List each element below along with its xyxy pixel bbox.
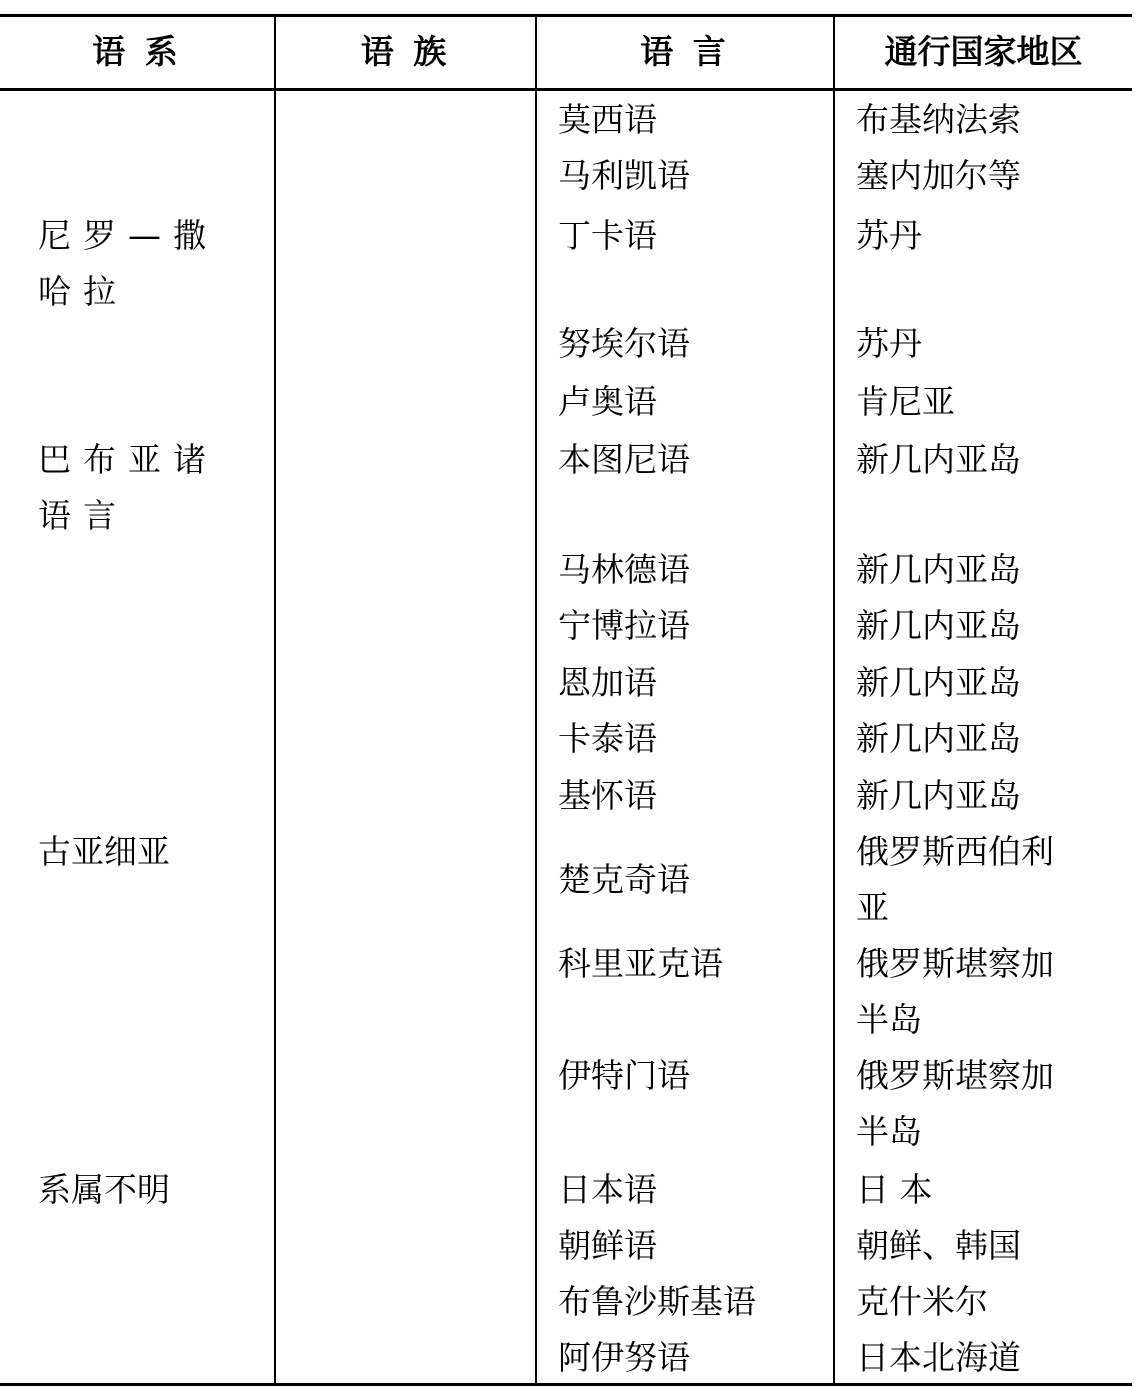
language-cell: 恩加语	[558, 663, 657, 702]
language-cell: 朝鲜语	[558, 1226, 657, 1265]
language-cell: 努埃尔语	[558, 324, 690, 363]
family-papuan: 巴布亚诸语言	[38, 440, 218, 535]
region-cell: 新几内亚岛	[856, 440, 1021, 479]
region-cell: 俄罗斯西伯利亚	[856, 832, 1054, 927]
region-cell: 日 本	[856, 1170, 933, 1209]
language-cell: 马利凯语	[558, 156, 690, 195]
region-cell: 苏丹	[856, 324, 922, 363]
family-paleo-siberian: 古亚细亚	[38, 832, 170, 871]
region-cell: 俄罗斯堪察加半岛	[856, 1056, 1054, 1151]
family-isolates: 系属不明	[38, 1170, 170, 1209]
region-cell: 布基纳法索	[856, 100, 1021, 139]
region-cell: 苏丹	[856, 216, 922, 255]
region-cell: 朝鲜、韩国	[856, 1226, 1021, 1265]
region-cell: 克什米尔	[856, 1282, 988, 1321]
header-language: 语 言	[640, 32, 730, 71]
language-cell: 卡泰语	[558, 719, 657, 758]
region-cell: 肯尼亚	[856, 382, 955, 421]
language-cell: 本图尼语	[558, 440, 690, 479]
language-cell: 卢奥语	[558, 382, 657, 421]
language-cell: 莫西语	[558, 100, 657, 139]
region-cell: 俄罗斯堪察加半岛	[856, 944, 1054, 1039]
language-cell: 宁博拉语	[558, 606, 690, 645]
region-cell: 新几内亚岛	[856, 550, 1021, 589]
language-cell: 马林德语	[558, 550, 690, 589]
region-cell: 新几内亚岛	[856, 606, 1021, 645]
header-region: 通行国家地区	[884, 32, 1083, 71]
language-cell: 丁卡语	[558, 216, 657, 255]
language-cell: 布鲁沙斯基语	[558, 1282, 756, 1321]
language-cell: 基怀语	[558, 776, 657, 815]
language-cell: 伊特门语	[558, 1056, 690, 1095]
column-divider-2	[535, 14, 537, 1386]
language-cell: 日本语	[558, 1170, 657, 1209]
language-cell: 阿伊努语	[558, 1338, 690, 1377]
region-cell: 新几内亚岛	[856, 719, 1021, 758]
header-bottom-rule	[0, 88, 1132, 91]
column-divider-1	[274, 14, 276, 1386]
region-cell: 新几内亚岛	[856, 663, 1021, 702]
table-top-rule	[0, 14, 1132, 17]
language-cell: 楚克奇语	[558, 860, 690, 899]
region-cell: 塞内加尔等	[856, 156, 1021, 195]
header-family: 语 系	[92, 32, 182, 71]
header-branch: 语 族	[360, 32, 451, 71]
family-nilo-saharan: 尼罗—撒哈拉	[38, 216, 218, 311]
region-cell: 新几内亚岛	[856, 776, 1021, 815]
language-cell: 科里亚克语	[558, 944, 723, 983]
region-cell: 日本北海道	[856, 1338, 1021, 1377]
column-divider-3	[833, 14, 835, 1386]
